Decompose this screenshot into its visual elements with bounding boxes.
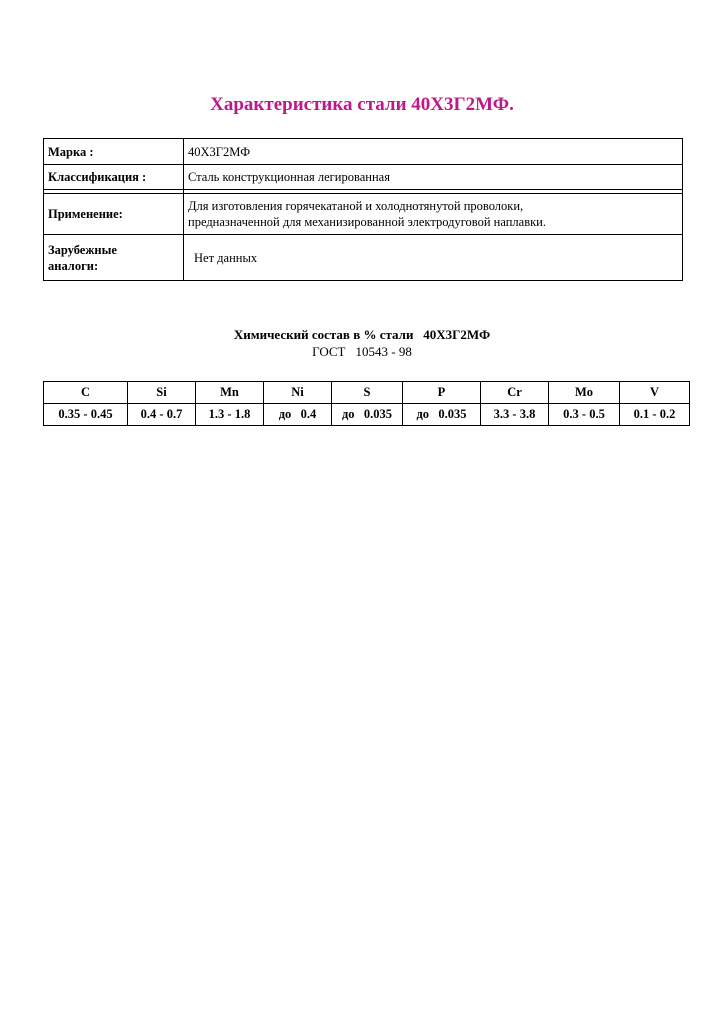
analogs-row — [44, 235, 683, 281]
steel-info-table — [43, 138, 683, 281]
element-value: 1.3 - 1.8 — [196, 404, 264, 426]
element-header: Cr — [481, 382, 549, 404]
classification-row — [44, 165, 683, 190]
element-header: Mn — [196, 382, 264, 404]
element-header: Ni — [264, 382, 332, 404]
application-line: Для изготовления горячекатаной и холоднотянутой проволоки, — [188, 199, 524, 213]
grade-row — [44, 139, 683, 165]
page-title: Характеристика стали 40Х3Г2МФ. — [210, 94, 514, 115]
chemical-composition-table — [43, 381, 690, 426]
element-value: до 0.035 — [332, 404, 403, 426]
element-value: 0.3 - 0.5 — [549, 404, 620, 426]
element-header: C — [44, 382, 128, 404]
element-value: до 0.035 — [403, 404, 481, 426]
element-value: до 0.4 — [264, 404, 332, 426]
gost-label: ГОСТ — [312, 344, 346, 359]
element-value: 0.1 - 0.2 — [620, 404, 690, 426]
gost-number: 10543 - 98 — [355, 344, 412, 359]
element-values-row — [44, 404, 690, 426]
grade-value: 40Х3Г2МФ — [184, 139, 683, 165]
element-header: Mo — [549, 382, 620, 404]
application-value — [184, 194, 683, 235]
element-header: P — [403, 382, 481, 404]
element-value: 0.4 - 0.7 — [128, 404, 196, 426]
application-label: Применение: — [44, 194, 184, 235]
analogs-label — [44, 235, 184, 281]
classification-label: Классификация : — [44, 165, 184, 190]
analogs-label-line: Зарубежные — [48, 242, 117, 257]
application-line: предназначенной для механизированной электродуговой наплавки. — [188, 215, 546, 229]
application-row — [44, 194, 683, 235]
analogs-label-line: аналоги: — [48, 258, 99, 273]
classification-value: Сталь конструкционная легированная — [184, 165, 683, 190]
gost-reference — [0, 344, 724, 360]
element-header: V — [620, 382, 690, 404]
element-header: Si — [128, 382, 196, 404]
analogs-value: Нет данных — [184, 235, 683, 281]
chemical-composition-title: Химический состав в % стали 40Х3Г2МФ — [233, 327, 491, 342]
element-header: S — [332, 382, 403, 404]
grade-label: Марка : — [44, 139, 184, 165]
element-value: 0.35 - 0.45 — [44, 404, 128, 426]
element-header-row — [44, 382, 690, 404]
element-value: 3.3 - 3.8 — [481, 404, 549, 426]
